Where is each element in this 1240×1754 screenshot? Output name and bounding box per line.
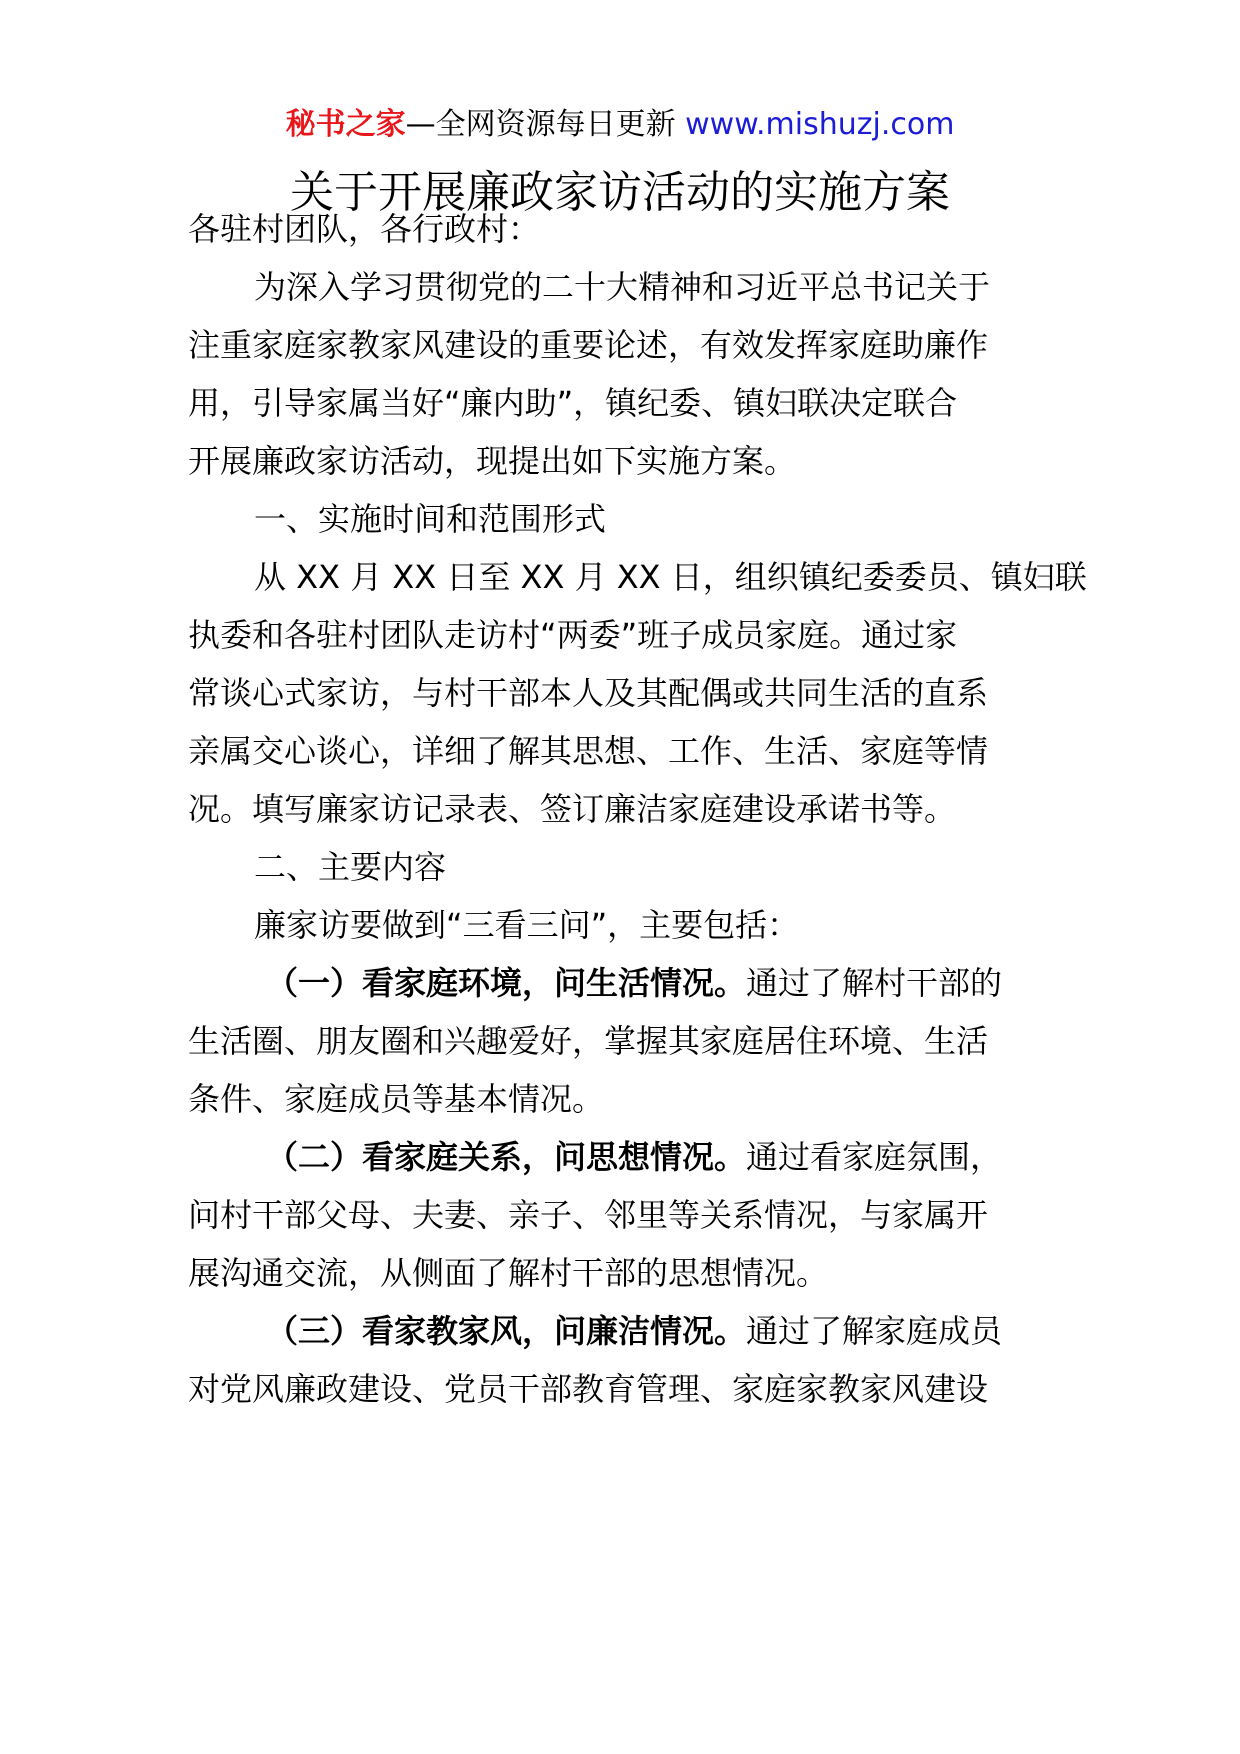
- item-3-heading: （三）看家教家风，问廉洁情况。: [266, 1312, 747, 1350]
- section-1-line-4: 亲属交心谈心，详细了解其思想、工作、生活、家庭等情: [188, 732, 989, 770]
- item-2-line-2: 问村干部父母、夫妻、亲子、邻里等关系情况，与家属开: [188, 1196, 989, 1234]
- item-2-first-line: [266, 1128, 1002, 1186]
- section-1-line-3: 常谈心式家访，与村干部本人及其配偶或共同生活的直系: [188, 674, 989, 712]
- item-1-line-3: 条件、家庭成员等基本情况。: [188, 1080, 605, 1118]
- document-title: 关于开展廉政家访活动的实施方案: [290, 167, 950, 218]
- site-banner: [0, 102, 1240, 148]
- item-1-line-2: 生活圈、朋友圈和兴趣爱好，掌握其家庭居住环境、生活: [188, 1022, 989, 1060]
- item-3-line-2: 对党风廉政建设、党员干部教育管理、家庭家教家风建设: [188, 1370, 989, 1408]
- intro-line-1: 为深入学习贯彻党的二十大精神和习近平总书记关于: [254, 268, 991, 306]
- item-3-text: 通过了解家庭成员: [746, 1312, 1003, 1350]
- section-2-heading: 二、主要内容: [254, 848, 447, 886]
- section-1-heading: 一、实施时间和范围形式: [254, 500, 607, 538]
- section-2-intro: 廉家访要做到“三看三问”，主要包括：: [254, 906, 800, 944]
- section-1-line-5: 况。填写廉家访记录表、签订廉洁家庭建设承诺书等。: [188, 790, 957, 828]
- site-url[interactable]: www.mishuzj.com: [685, 107, 955, 142]
- item-2-heading: （二）看家庭关系，问思想情况。: [266, 1138, 747, 1176]
- section-1-line-2: 执委和各驻村团队走访村“两委”班子成员家庭。通过家: [188, 616, 958, 654]
- salutation: 各驻村团队，各行政村：: [188, 210, 541, 248]
- intro-line-2: 注重家庭家教家风建设的重要论述，有效发挥家庭助廉作: [188, 326, 989, 364]
- brand-name: 秘书之家: [285, 107, 406, 142]
- item-2-text: 通过看家庭氛围，: [746, 1138, 1003, 1176]
- item-1-text: 通过了解村干部的: [746, 964, 1003, 1002]
- item-1-heading: （一）看家庭环境，问生活情况。: [266, 964, 747, 1002]
- intro-line-3: 用，引导家属当好“廉内助”，镇纪委、镇妇联决定联合: [188, 384, 958, 422]
- item-1-first-line: [266, 954, 1002, 1012]
- item-2-line-3: 展沟通交流，从侧面了解村干部的思想情况。: [188, 1254, 829, 1292]
- section-1-line-1: 从 XX 月 XX 日至 XX 月 XX 日，组织镇纪委委员、镇妇联: [254, 558, 1087, 596]
- item-3-first-line: [266, 1302, 1002, 1360]
- intro-line-4: 开展廉政家访活动，现提出如下实施方案。: [188, 442, 797, 480]
- banner-tagline: —全网资源每日更新: [405, 107, 676, 142]
